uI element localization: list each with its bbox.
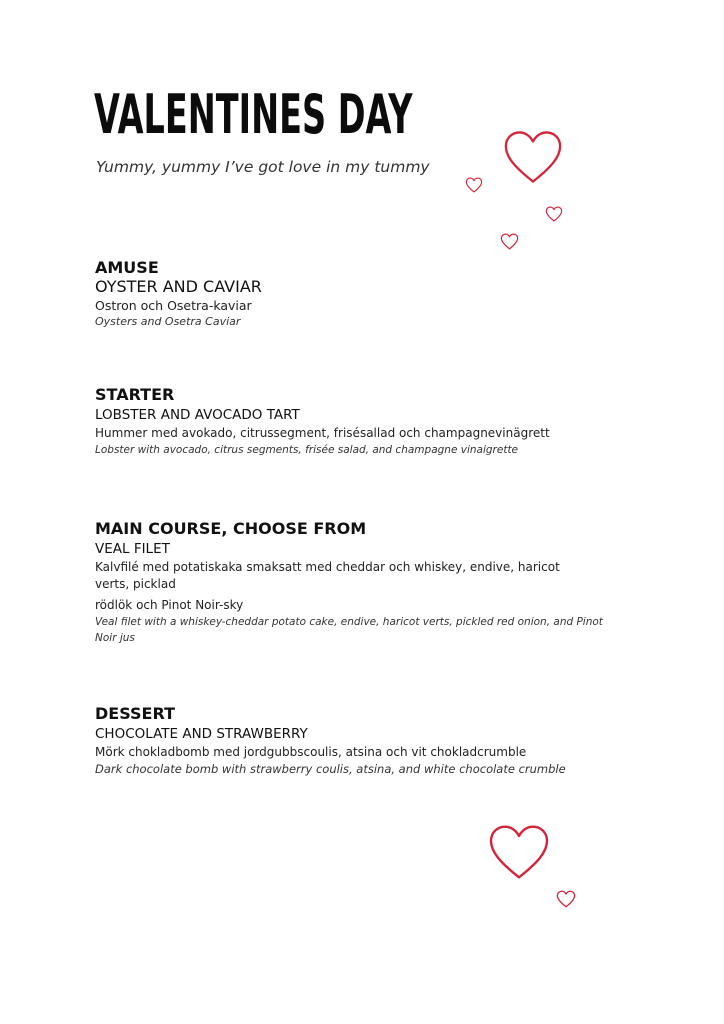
dish-description-english: Dark chocolate bomb with strawberry coulis, atsina, and white chocolate crumble (95, 762, 566, 776)
small-heart-icon (500, 233, 519, 250)
dish-description-swedish: Hummer med avokado, citrussegment, frisésallad och champagnevinägrett (95, 426, 550, 440)
section-heading: STARTER (95, 385, 175, 404)
menu-tagline: Yummy, yummy I’ve got love in my tummy (96, 158, 430, 176)
main-course-section (95, 519, 655, 646)
dish-description-english: Oysters and Osetra Caviar (95, 315, 241, 328)
section-heading: MAIN COURSE, CHOOSE FROM (95, 519, 367, 538)
dish-name: VEAL FILET (95, 541, 170, 557)
dish-description-english: Lobster with avocado, citrus segments, frisée salad, and champagne vinaigrette (95, 444, 519, 456)
small-heart-icon (556, 890, 576, 908)
dish-name: LOBSTER AND AVOCADO TART (95, 407, 300, 423)
dish-name: CHOCOLATE AND STRAWBERRY (95, 726, 308, 742)
large-heart-icon (487, 822, 551, 882)
dish-description-english: Veal filet with a whiskey-cheddar potato cake, endive, haricot verts, pickled red onion, and Pinot Noir jus (95, 616, 603, 644)
dish-name: OYSTER AND CAVIAR (95, 277, 262, 296)
dish-description-swedish: rödlök och Pinot Noir-sky (95, 598, 244, 612)
dish-description-swedish: Mörk chokladbomb med jordgubbscoulis, atsina och vit chokladcrumble (95, 745, 527, 759)
large-heart-icon (502, 128, 564, 186)
section-heading: DESSERT (95, 704, 175, 723)
dish-description-swedish: Ostron och Osetra-kaviar (95, 298, 252, 313)
dessert-section (95, 704, 655, 777)
dish-description-swedish: Kalvfilé med potatiskaka smaksatt med cheddar och whiskey, endive, haricot verts, picklad (95, 560, 560, 591)
amuse-section (95, 258, 655, 330)
menu-title: VALENTINES DAY (94, 83, 413, 146)
small-heart-icon (465, 177, 483, 193)
starter-section (95, 385, 655, 458)
small-heart-icon (545, 206, 563, 222)
section-heading: AMUSE (95, 258, 159, 277)
